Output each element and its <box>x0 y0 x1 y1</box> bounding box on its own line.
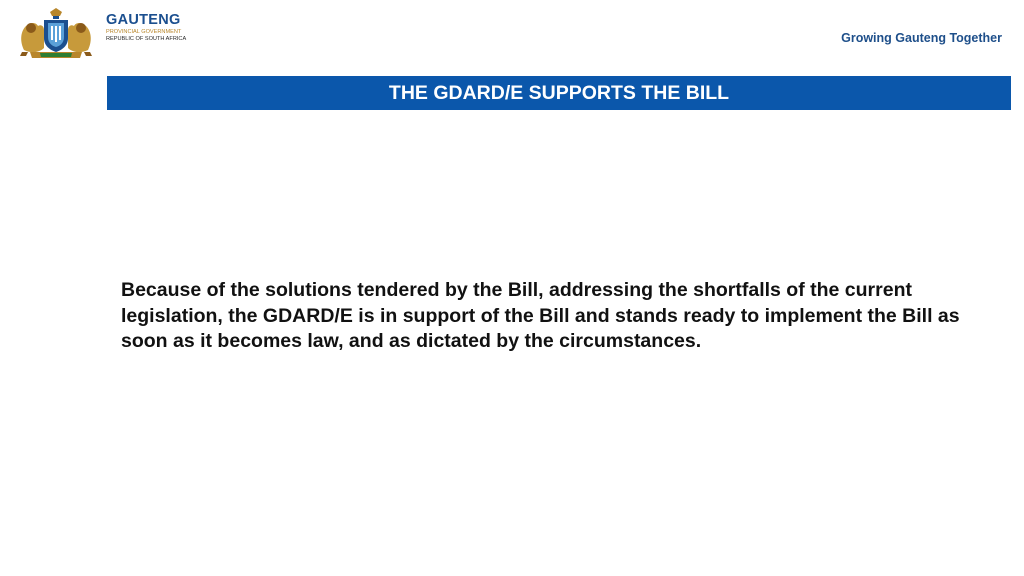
logo-name: GAUTENG <box>106 12 181 28</box>
logo-line1: PROVINCIAL GOVERNMENT <box>106 29 182 35</box>
logo-line2: REPUBLIC OF SOUTH AFRICA <box>106 36 187 42</box>
page-header <box>0 0 1024 70</box>
gauteng-logo <box>10 8 200 60</box>
coat-of-arms-icon <box>10 8 102 60</box>
slide-body-text: Because of the solutions tendered by the Bill, addressing the shortfalls of the current legislation, the GDARD/E is in support of the Bill and stands ready to implement the Bill as soon as it becomes law, and as dictated by the circumstances. <box>121 279 960 352</box>
logo-text <box>106 12 202 43</box>
slide-title: THE GDARD/E SUPPORTS THE BILL <box>388 82 730 104</box>
slogan: Growing Gauteng Together <box>841 31 1002 45</box>
title-bar <box>107 76 1011 110</box>
